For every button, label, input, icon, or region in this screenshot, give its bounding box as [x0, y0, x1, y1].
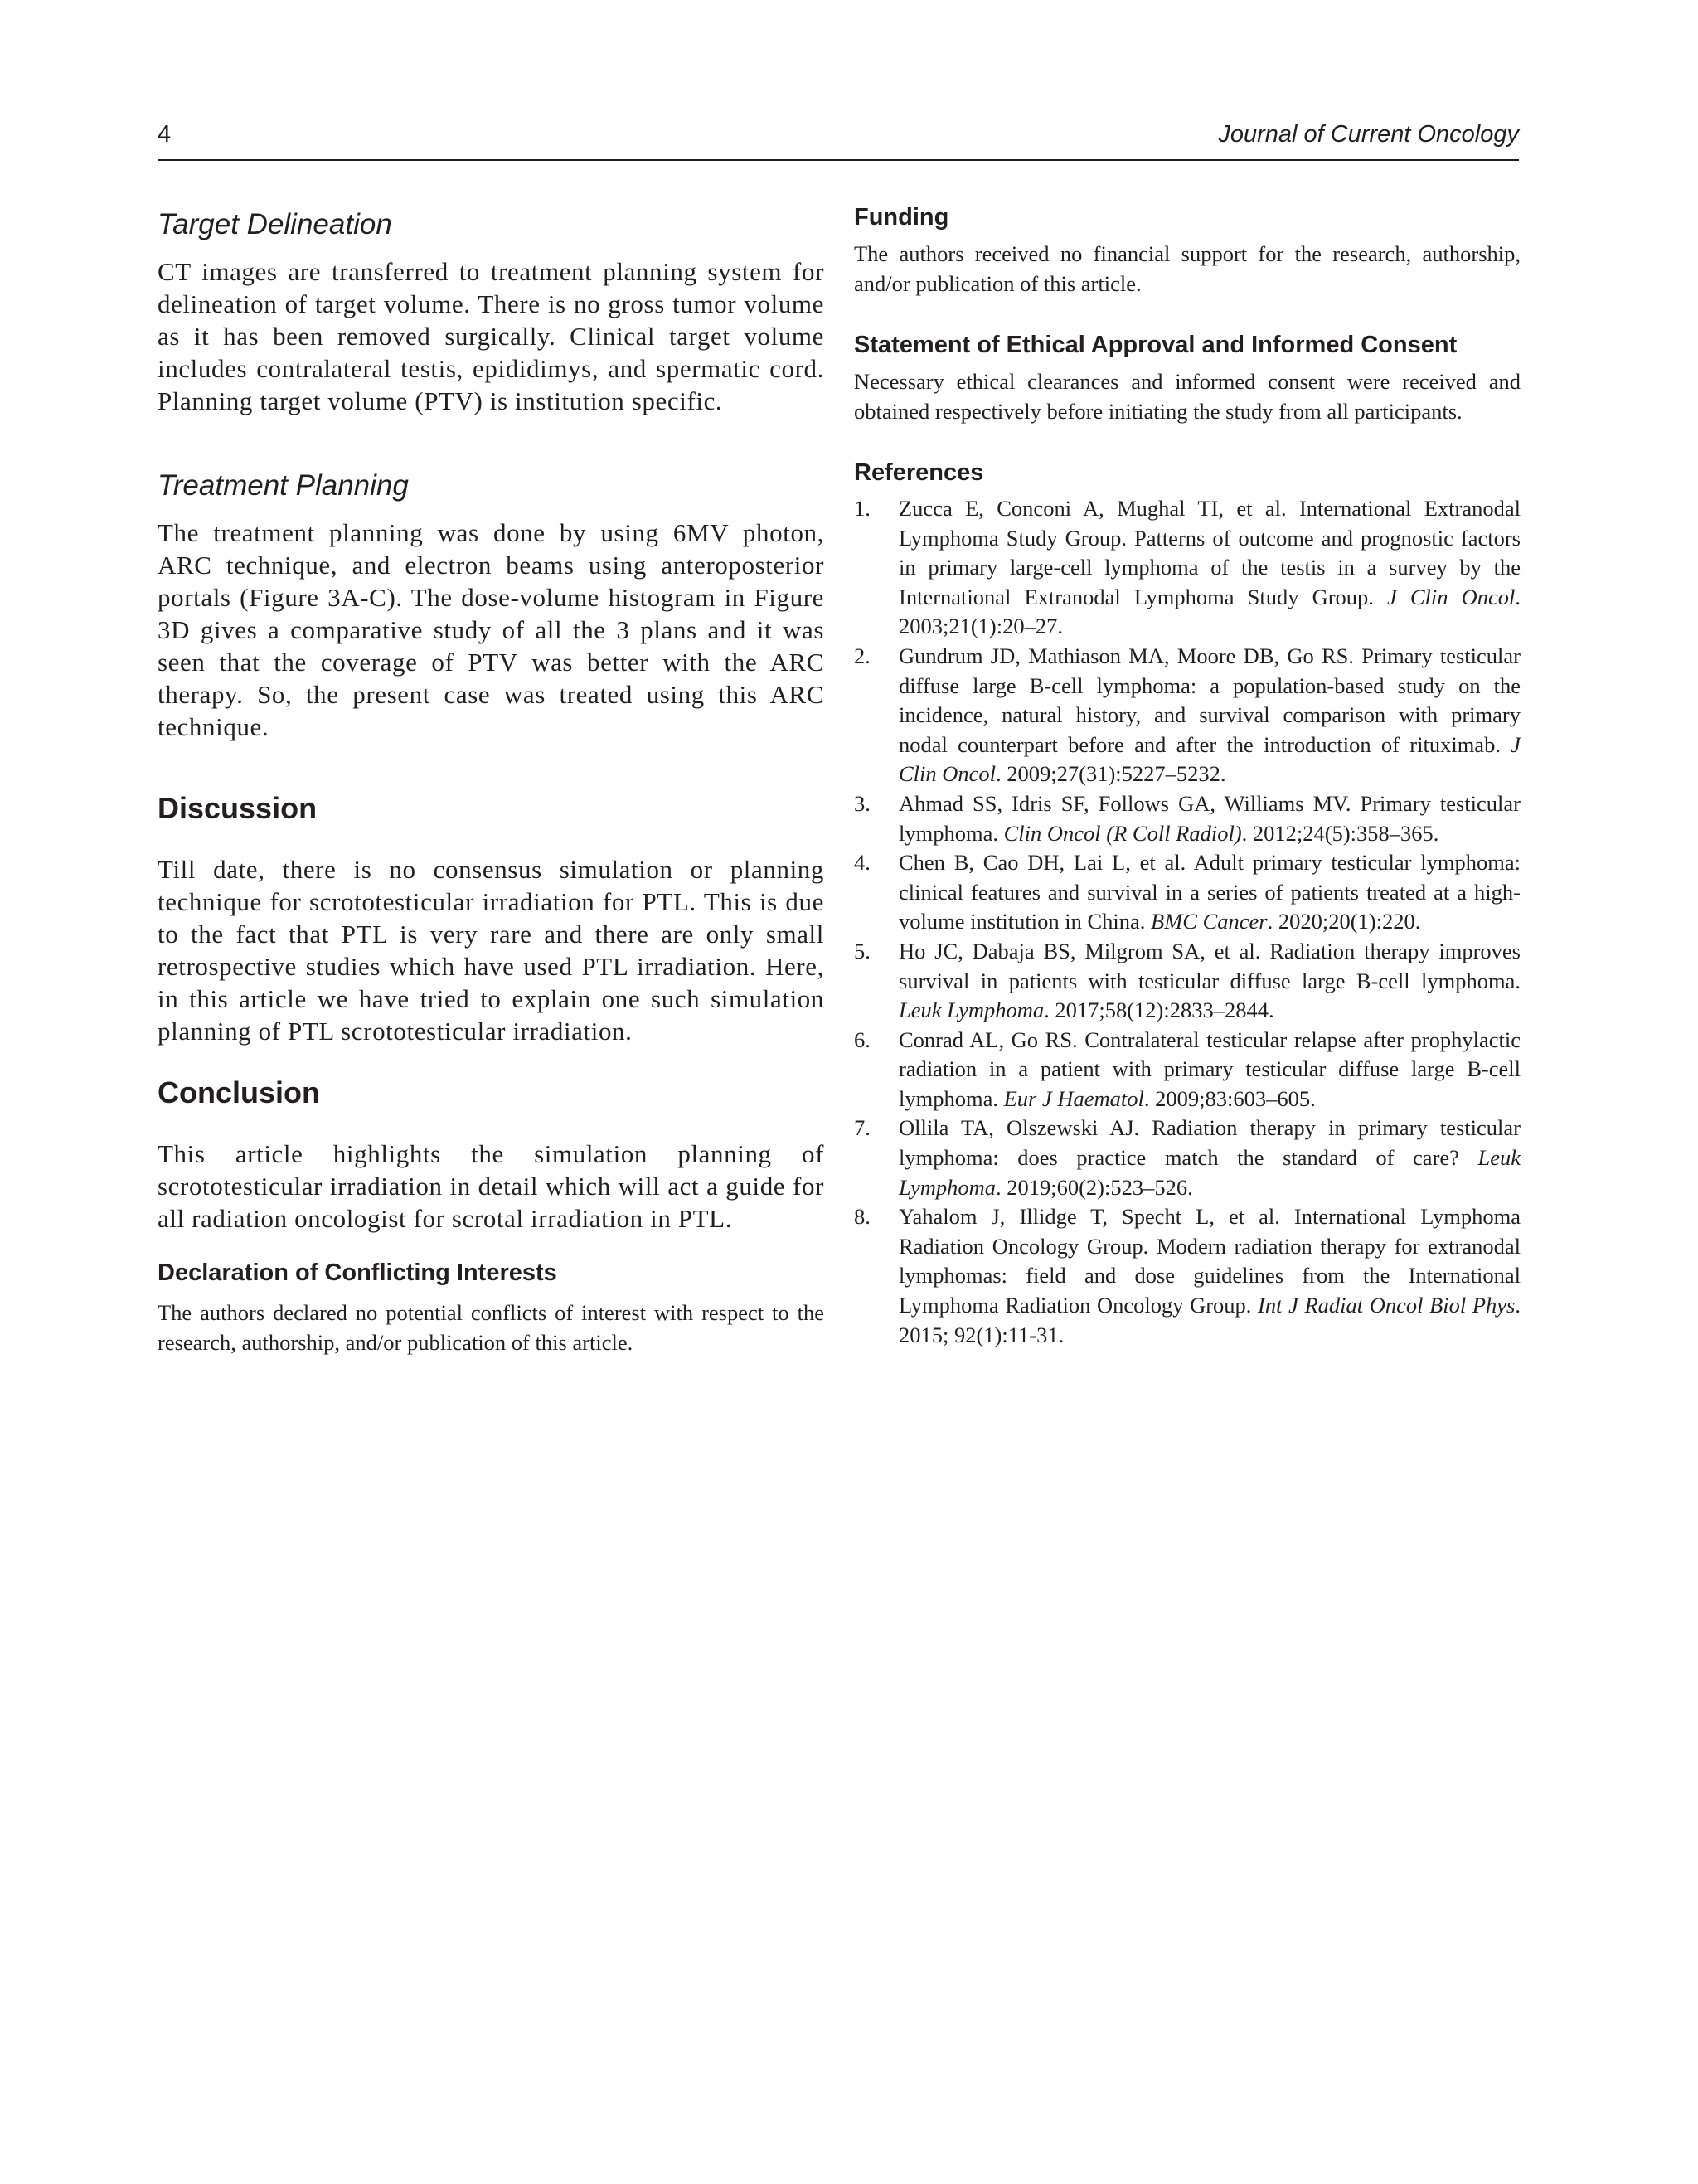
section-heading: Target Delineation	[158, 208, 392, 240]
reference-text: Ahmad SS, Idris SF, Follows GA, Williams MV. Primary testicular lymphoma.	[899, 790, 1521, 846]
reference-number: 5.	[854, 938, 871, 963]
reference-item	[854, 937, 1521, 1026]
reference-item	[854, 789, 1521, 848]
reference-citation: . 2009;83:603–605.	[1143, 1085, 1316, 1111]
section-heading: Funding	[854, 204, 949, 231]
reference-item	[854, 848, 1521, 937]
section-heading: Discussion	[158, 791, 318, 825]
reference-citation: . 2017;58(12):2833–2844.	[1044, 997, 1274, 1023]
reference-number: 1.	[854, 496, 871, 521]
reference-text: Zucca E, Conconi A, Mughal TI, et al. International Extranodal Lymphoma Study Group. Patterns of outcome and prognostic factors in primary large-cell lymphoma of the testis in a survey by the International Extranodal Lymphoma Study Group.	[899, 496, 1521, 609]
reference-text: Ho JC, Dabaja BS, Milgrom SA, et al. Radiation therapy improves survival in patients with testicular diffuse large B-cell lymphoma.	[899, 938, 1521, 993]
reference-journal: BMC Cancer	[1151, 909, 1268, 934]
section-references	[854, 456, 1521, 1350]
reference-citation: . 2009;27(31):5227–5232.	[996, 761, 1226, 787]
reference-journal: J Clin Oncol	[899, 731, 1521, 787]
reference-number: 8.	[854, 1204, 871, 1230]
reference-journal: Eur J Haematol	[1003, 1085, 1144, 1111]
reference-item	[854, 1026, 1521, 1114]
reference-citation: . 2015; 92(1):11-31.	[899, 1293, 1521, 1347]
reference-citation: . 2003;21(1):20–27.	[899, 584, 1521, 639]
reference-number: 7.	[854, 1115, 871, 1141]
section-ethics	[854, 328, 1521, 426]
paragraph: Till date, there is no consensus simulation or planning technique for scrototesticular irradiation for PTL. This is due to the fact that PTL is very rare and there are only small retrospective studies which have used PTL irradiation. Here, in this article we have tried to explain one such simulation planning of PTL scrototesticular irradiation.	[158, 855, 824, 1046]
section-heading: Conclusion	[158, 1075, 320, 1109]
reference-journal: Leuk Lymphoma	[899, 1145, 1521, 1200]
section-heading: Treatment Planning	[158, 469, 409, 502]
reference-number: 2.	[854, 643, 871, 668]
section-treatment-planning	[158, 465, 824, 743]
section-conclusion	[158, 1072, 824, 1235]
section-heading: Declaration of Conflicting Interests	[158, 1259, 557, 1286]
reference-item	[854, 1114, 1521, 1202]
section-discussion	[158, 788, 824, 1047]
reference-journal: Leuk Lymphoma	[899, 997, 1045, 1023]
paragraph: The authors received no financial support for the research, authorship, and/or publication of this article.	[854, 241, 1521, 296]
reference-journal: Clin Oncol (R Coll Radiol)	[1003, 820, 1242, 846]
reference-item	[854, 494, 1521, 642]
paragraph: Necessary ethical clearances and informed consent were received and obtained respectively before initiating the study from all participants.	[854, 369, 1521, 424]
paragraph: The treatment planning was done by using 6MV photon, ARC technique, and electron beams using anteroposterior portals (Figure 3A-C). The dose-volume histogram in Figure 3D gives a comparative study of all the 3 plans and it was seen that the coverage of PTV was better with the ARC therapy. So, the present case was treated using this ARC technique.	[158, 518, 824, 741]
right-column	[854, 204, 1521, 1350]
journal-name: Journal of Current Oncology	[1218, 121, 1519, 148]
paragraph: The authors declared no potential conflicts of interest with respect to the research, authorship, and/or publication of this article.	[158, 1300, 824, 1355]
reference-citation: . 2019;60(2):523–526.	[996, 1174, 1193, 1200]
reference-number: 3.	[854, 790, 871, 816]
reference-item	[854, 642, 1521, 789]
reference-item	[854, 1202, 1521, 1350]
running-head	[158, 121, 1519, 161]
paragraph: CT images are transferred to treatment planning system for delineation of target volume. There is no gross tumor volume as it has been removed surgically. Clinical target volume includes contralateral testis, epididimys, and spermatic cord. Planning target volume (PTV) is institution specific.	[158, 257, 824, 415]
reference-text: Gundrum JD, Mathiason MA, Moore DB, Go RS. Primary testicular diffuse large B-cell lymphoma: a population-based study on the incidence, natural history, and survival comparison with primary nodal counterpart before and after the introduction of rituximab.	[899, 643, 1521, 757]
reference-number: 6.	[854, 1026, 871, 1052]
reference-citation: . 2012;24(5):358–365.	[1241, 820, 1439, 846]
section-heading: Statement of Ethical Approval and Informed Consent	[854, 332, 1458, 358]
left-column	[158, 204, 824, 1357]
section-heading: References	[854, 459, 984, 486]
reference-number: 4.	[854, 850, 871, 876]
reference-text: Conrad AL, Go RS. Contralateral testicular relapse after prophylactic radiation in a patient with primary testicular diffuse large B-cell lymphoma.	[899, 1026, 1521, 1111]
reference-text: Chen B, Cao DH, Lai L, et al. Adult primary testicular lymphoma: clinical features and survival in a series of patients treated at a high-volume institution in China.	[899, 850, 1521, 934]
reference-journal: Int J Radiat Oncol Biol Phys	[1258, 1293, 1516, 1318]
paragraph: This article highlights the simulation planning of scrototesticular irradiation in detail which will act a guide for all radiation oncologist for scrotal irradiation in PTL.	[158, 1139, 824, 1233]
reference-list	[854, 494, 1521, 1350]
reference-text: Ollila TA, Olszewski AJ. Radiation therapy in primary testicular lymphoma: does practice match the standard of care?	[899, 1115, 1521, 1171]
reference-text: Yahalom J, Illidge T, Specht L, et al. International Lymphoma Radiation Oncology Group. Modern radiation therapy for extranodal lymphomas: field and dose guidelines from the International Lymphoma Radiation Oncology Group.	[899, 1204, 1521, 1318]
page-number: 4	[158, 121, 172, 148]
reference-citation: . 2020;20(1):220.	[1267, 909, 1421, 934]
section-conflicts	[158, 1256, 824, 1357]
section-target-delineation	[158, 204, 824, 417]
reference-journal: J Clin Oncol	[1387, 584, 1516, 609]
section-funding	[854, 201, 1521, 298]
